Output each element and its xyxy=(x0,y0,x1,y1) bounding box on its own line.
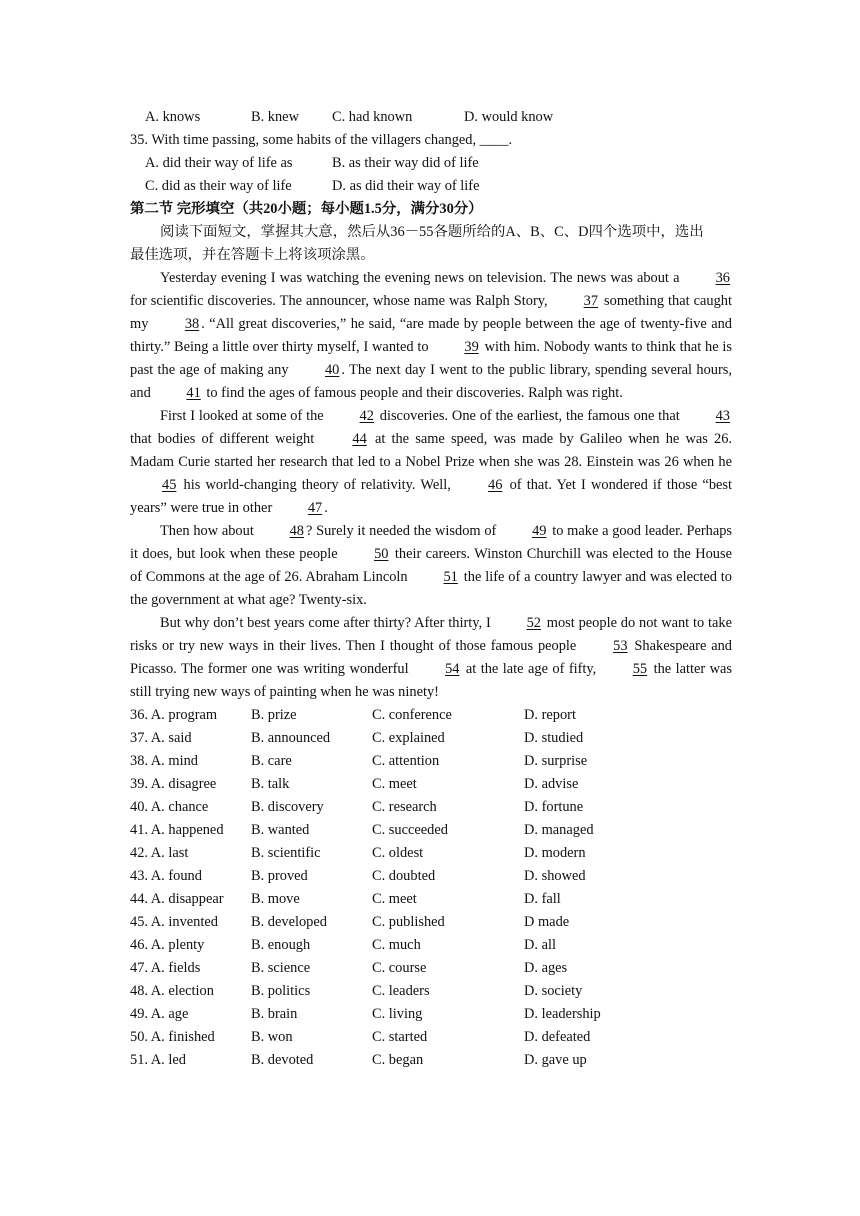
choice-option: B. science xyxy=(251,960,311,976)
passage-text: . “All great discoveries,” he said, “are made by people between the age of twenty-five and thirty.” Being a little over thirty myself, I wanted to xyxy=(130,316,733,355)
choice-option: B. enough xyxy=(251,937,311,953)
choice-option: 50. A. finished xyxy=(130,1029,215,1045)
choice-option: B. brain xyxy=(251,1006,298,1022)
choice-row-40 xyxy=(130,796,601,819)
passage-text: to find the ages of famous people and their discoveries. Ralph was right. xyxy=(202,385,623,401)
choice-option: 39. A. disagree xyxy=(130,776,217,792)
choice-row-49 xyxy=(130,1003,601,1026)
choice-option: 46. A. plenty xyxy=(130,937,205,953)
passage-text: that bodies of different weight xyxy=(130,431,321,447)
blank-46: 46 xyxy=(488,477,503,493)
choice-row-48 xyxy=(130,980,601,1003)
blank-45: 45 xyxy=(162,477,177,493)
passage-text: . The next day I went to the public library, spending several hours, and xyxy=(130,362,732,401)
passage-text: Then how about xyxy=(160,523,258,539)
choice-option: C. doubted xyxy=(372,868,436,884)
blank-49: 49 xyxy=(532,523,547,539)
passage-text: most people do not want to take risks or try new ways in their lives. Then I thought of those famous people xyxy=(130,615,732,654)
q35-option-c: C. did as their way of life xyxy=(145,178,292,194)
passage-paragraph-3 xyxy=(130,520,732,612)
choice-row-45 xyxy=(130,911,601,934)
choice-option: B. won xyxy=(251,1029,293,1045)
passage-text: with him. Nobody wants to think that he is past the age of making any xyxy=(130,339,732,378)
blank-42: 42 xyxy=(359,408,374,424)
choice-option: B. proved xyxy=(251,868,308,884)
choice-option: D. studied xyxy=(524,730,584,746)
section-title: 第二节 完形填空（共20小题；每小题1.5分，满分30分） xyxy=(130,201,483,217)
choice-option: C. explained xyxy=(372,730,445,746)
q34-option-c: C. had known xyxy=(332,109,413,125)
choice-option: D. all xyxy=(524,937,556,953)
blank-54: 54 xyxy=(445,661,460,677)
choice-option: B. politics xyxy=(251,983,311,999)
choices-table xyxy=(130,704,601,1072)
choice-option: B. move xyxy=(251,891,300,907)
choice-option: D. ages xyxy=(524,960,568,976)
q35-option-d: D. as did their way of life xyxy=(332,178,480,194)
choice-row-39 xyxy=(130,773,601,796)
passage-text: ? Surely it needed the wisdom of xyxy=(305,523,501,539)
choice-option: C. published xyxy=(372,914,445,930)
choice-option: 38. A. mind xyxy=(130,753,198,769)
blank-44: 44 xyxy=(352,431,367,447)
choice-option: 36. A. program xyxy=(130,707,218,723)
blank-39: 39 xyxy=(464,339,479,355)
choice-option: B. announced xyxy=(251,730,331,746)
choice-row-37 xyxy=(130,727,601,750)
choice-row-36 xyxy=(130,704,601,727)
choice-option: C. attention xyxy=(372,753,440,769)
choice-option: 43. A. found xyxy=(130,868,202,884)
q35-options-row1 xyxy=(130,152,732,175)
choice-option: C. conference xyxy=(372,707,452,723)
choice-option: C. leaders xyxy=(372,983,430,999)
passage-text: at the late age of fifty, xyxy=(461,661,601,677)
passage-text: for scientific discoveries. The announcer, whose name was Ralph Story, xyxy=(130,293,552,309)
passage-text: Shakespeare and Picasso. The former one was writing wonderful xyxy=(130,638,732,677)
choice-option: 37. A. said xyxy=(130,730,192,746)
choice-option: D. fortune xyxy=(524,799,584,815)
passage-paragraph-2 xyxy=(130,405,732,520)
blank-43: 43 xyxy=(715,408,730,424)
blank-55: 55 xyxy=(632,661,648,677)
choice-option: B. care xyxy=(251,753,292,769)
choice-row-42 xyxy=(130,842,601,865)
passage-text: . xyxy=(324,500,328,516)
choice-row-47 xyxy=(130,957,601,980)
blank-52: 52 xyxy=(526,615,541,631)
choice-option: D. defeated xyxy=(524,1029,591,1045)
blank-41: 41 xyxy=(186,385,201,401)
passage-paragraph-1 xyxy=(130,267,732,405)
exam-page xyxy=(130,106,732,1072)
choice-option: D made xyxy=(524,914,570,930)
q34-option-d: D. would know xyxy=(464,109,554,125)
choice-row-46 xyxy=(130,934,601,957)
choice-option: C. meet xyxy=(372,776,417,792)
choice-option: D. surprise xyxy=(524,753,588,769)
choice-option: C. oldest xyxy=(372,845,424,861)
choice-option: B. developed xyxy=(251,914,327,930)
choice-option: D. gave up xyxy=(524,1052,587,1068)
choice-option: 51. A. led xyxy=(130,1052,186,1068)
passage-text: Yesterday evening I was watching the evening news on television. The news was about a xyxy=(160,270,684,286)
choice-row-41 xyxy=(130,819,601,842)
choice-option: D. showed xyxy=(524,868,586,884)
passage-text: something that caught my xyxy=(130,293,732,332)
choice-option: D. modern xyxy=(524,845,586,861)
q35-stem: 35. With time passing, some habits of the villagers changed, ____. xyxy=(130,132,513,148)
choice-row-50 xyxy=(130,1026,601,1049)
passage-text: First I looked at some of the xyxy=(160,408,328,424)
choice-option: 44. A. disappear xyxy=(130,891,224,907)
choice-option: B. discovery xyxy=(251,799,324,815)
choice-row-38 xyxy=(130,750,601,773)
choice-option: B. devoted xyxy=(251,1052,314,1068)
choice-option: C. living xyxy=(372,1006,423,1022)
passage-paragraph-4 xyxy=(130,612,732,704)
choice-row-51 xyxy=(130,1049,601,1072)
passage-text: discoveries. One of the earliest, the famous one that xyxy=(375,408,684,424)
q35-options-row2 xyxy=(130,175,732,198)
blank-50: 50 xyxy=(374,546,389,562)
blank-40: 40 xyxy=(324,362,340,378)
choice-option: B. wanted xyxy=(251,822,310,838)
choice-option: D. leadership xyxy=(524,1006,601,1022)
choice-option: C. research xyxy=(372,799,437,815)
section-instructions-line2: 最佳选项，并在答题卡上将该项涂黑。 xyxy=(130,247,375,263)
blank-38: 38 xyxy=(184,316,200,332)
choice-row-43 xyxy=(130,865,601,888)
choice-option: 47. A. fields xyxy=(130,960,201,976)
q35-option-b: B. as their way did of life xyxy=(332,155,479,171)
passage-text: But why don’t best years come after thirty? After thirty, I xyxy=(160,615,495,631)
choice-option: B. talk xyxy=(251,776,290,792)
choice-option: C. succeeded xyxy=(372,822,448,838)
choice-option: D. advise xyxy=(524,776,579,792)
passage-text: his world-changing theory of relativity. Well, xyxy=(178,477,457,493)
q34-option-b: B. knew xyxy=(251,109,299,125)
choice-option: C. course xyxy=(372,960,427,976)
blank-36: 36 xyxy=(715,270,730,286)
choice-option: D. report xyxy=(524,707,576,723)
choice-option: C. began xyxy=(372,1052,424,1068)
q35-option-a: A. did their way of life as xyxy=(145,155,293,171)
choice-option: D. managed xyxy=(524,822,594,838)
choice-option: 42. A. last xyxy=(130,845,189,861)
passage-text: of that. Yet I wondered if those “best years” were true in other xyxy=(130,477,733,516)
q34-option-a: A. knows xyxy=(145,109,201,125)
blank-37: 37 xyxy=(583,293,599,309)
choice-option: 40. A. chance xyxy=(130,799,209,815)
choice-option: 41. A. happened xyxy=(130,822,224,838)
q34-options xyxy=(130,106,732,129)
passage-text: the latter was still trying new ways of painting when he was ninety! xyxy=(130,661,732,700)
choice-option: B. prize xyxy=(251,707,297,723)
choice-option: C. much xyxy=(372,937,421,953)
choice-option: 48. A. election xyxy=(130,983,214,999)
choice-row-44 xyxy=(130,888,601,911)
blank-51: 51 xyxy=(443,569,458,585)
choice-option: D. fall xyxy=(524,891,561,907)
choice-option: 49. A. age xyxy=(130,1006,189,1022)
passage-text: their careers. Winston Churchill was elected to the House of Commons at the age of 26. Abraham Lincoln xyxy=(130,546,732,585)
section-instructions-line1: 阅读下面短文，掌握其大意，然后从36－55各题所给的A、B、C、D四个选项中，选出 xyxy=(160,224,704,240)
passage-text: the life of a country lawyer and was elected to the government at what age? Twenty-six. xyxy=(130,569,732,608)
passage-text: to make a good leader. Perhaps it does, but look when these people xyxy=(130,523,733,562)
choice-option: B. scientific xyxy=(251,845,321,861)
choice-option: 45. A. invented xyxy=(130,914,218,930)
blank-48: 48 xyxy=(289,523,304,539)
blank-47: 47 xyxy=(307,500,323,516)
choice-option: C. meet xyxy=(372,891,417,907)
choice-option: D. society xyxy=(524,983,583,999)
choice-option: C. started xyxy=(372,1029,428,1045)
blank-53: 53 xyxy=(613,638,628,654)
passage-text: at the same speed, was made by Galileo when he was 26. Madam Curie started her research that led to a Nobel Prize when she was 28. Einstein was 26 when he xyxy=(130,431,733,470)
